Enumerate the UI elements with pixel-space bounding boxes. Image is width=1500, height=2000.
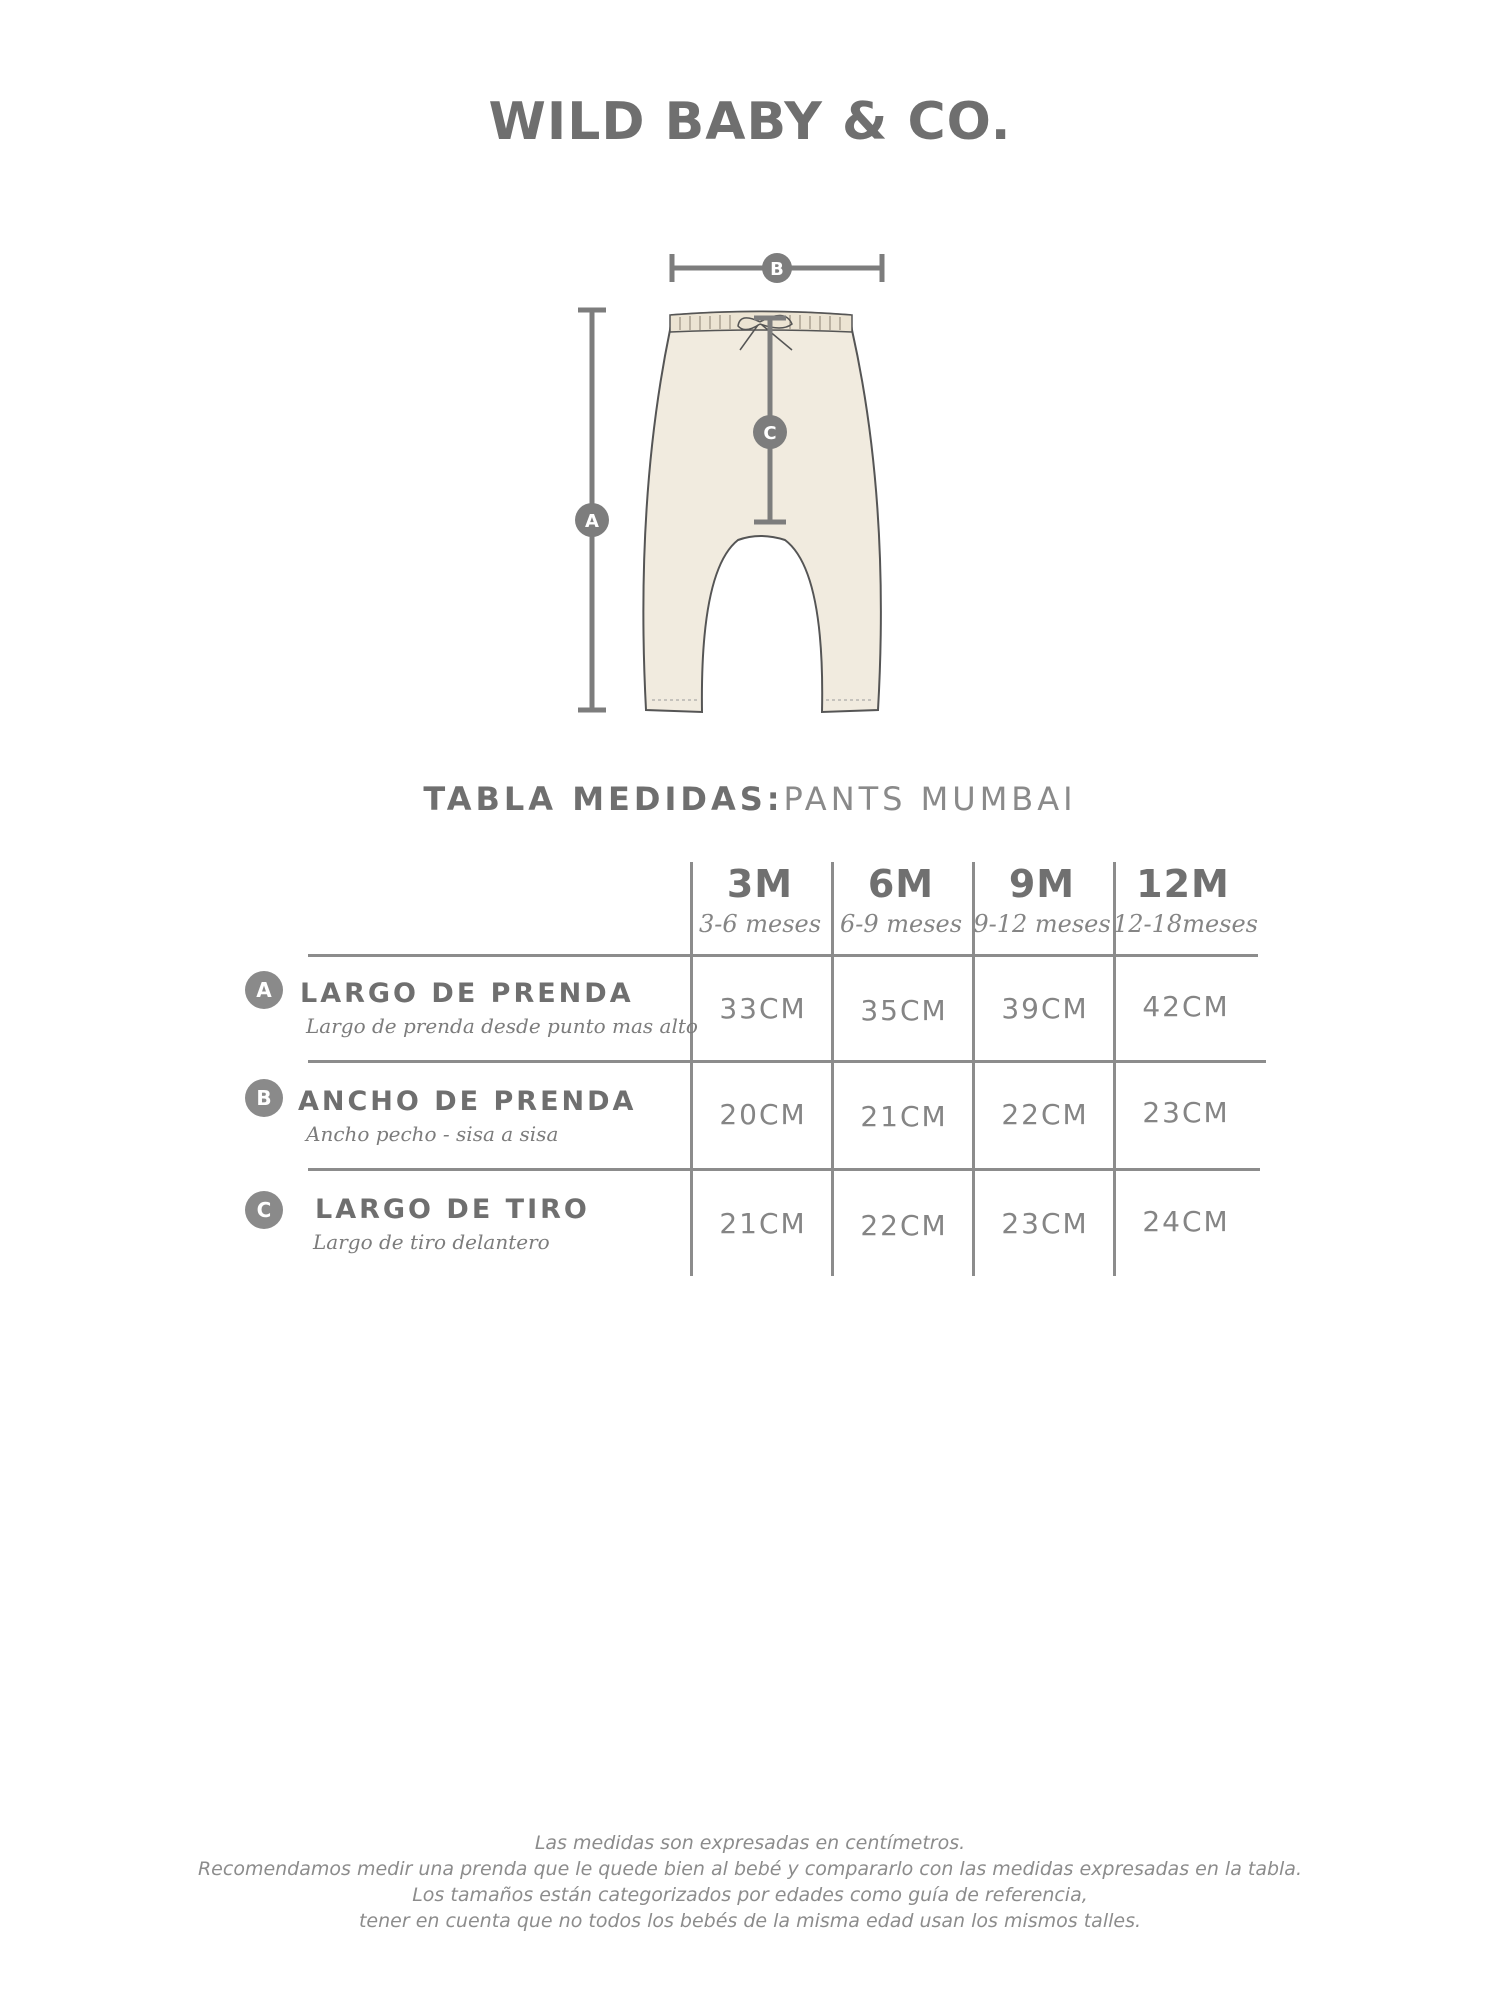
- size-header-12m: [1113, 862, 1258, 938]
- row-line: [308, 1060, 1266, 1063]
- value-cell: 21CM: [719, 1207, 807, 1240]
- size-code: 3M: [726, 862, 794, 906]
- row-subtitle: Ancho pecho - sisa a sisa: [306, 1122, 559, 1146]
- footer-line: tener en cuenta que no todos los bebés de la misma edad usan los mismos talles.: [358, 1910, 1142, 1932]
- row-badge-c: C: [245, 1191, 283, 1229]
- value-cell: 24CM: [1142, 1205, 1230, 1238]
- row-title-ancho-prenda: ANCHO DE PRENDA: [298, 1086, 637, 1117]
- brand-title: WILD BABY & CO.: [488, 92, 1012, 152]
- size-code: 9M: [1008, 862, 1076, 906]
- table-title-product: PANTS MUMBAI: [783, 780, 1077, 818]
- badge-c: C: [763, 423, 777, 444]
- row-badge-a: A: [245, 971, 283, 1009]
- row-badge-b: B: [245, 1079, 283, 1117]
- footer-line: Recomendamos medir una prenda que le quede bien al bebé y compararlo con las medidas expresadas en la tabla.: [197, 1858, 1302, 1880]
- size-header-6m: [831, 862, 971, 938]
- value-cell: 23CM: [1142, 1096, 1230, 1129]
- row-line: [308, 1168, 1260, 1171]
- footer-line: Las medidas son expresadas en centímetros.: [534, 1832, 966, 1854]
- value-cell: 20CM: [719, 1098, 807, 1131]
- row-subtitle: Largo de prenda desde punto mas alto: [306, 1014, 698, 1038]
- value-cell: 22CM: [860, 1209, 948, 1242]
- pants-diagram: [560, 250, 940, 730]
- size-header-9m: [972, 862, 1112, 938]
- value-cell: 35CM: [860, 994, 948, 1027]
- badge-b: B: [770, 259, 784, 280]
- value-cell: 23CM: [1001, 1207, 1089, 1240]
- value-cell: 21CM: [860, 1100, 948, 1133]
- size-range: 9-12 meses: [973, 910, 1111, 938]
- value-cell: 33CM: [719, 992, 807, 1025]
- size-code: 12M: [1136, 862, 1230, 906]
- size-code: 6M: [867, 862, 935, 906]
- size-header-3m: [690, 862, 830, 938]
- value-cell: 39CM: [1001, 992, 1089, 1025]
- footer-line: Los tamaños están categorizados por edades como guía de referencia,: [412, 1884, 1088, 1906]
- row-title-largo-tiro: LARGO DE TIRO: [315, 1194, 590, 1225]
- table-title: [0, 780, 1500, 818]
- table-title-bold: TABLA MEDIDAS:: [423, 780, 784, 818]
- size-range: 12-18meses: [1113, 910, 1258, 938]
- value-cell: 42CM: [1142, 990, 1230, 1023]
- size-range: 3-6 meses: [698, 910, 822, 938]
- row-subtitle: Largo de tiro delantero: [313, 1230, 550, 1254]
- size-range: 6-9 meses: [839, 910, 963, 938]
- badge-a: A: [585, 511, 599, 532]
- pants-illustration: [643, 312, 881, 713]
- footer-notes: [0, 1830, 1500, 1934]
- row-title-largo-prenda: LARGO DE PRENDA: [300, 978, 634, 1009]
- row-line: [308, 954, 1258, 957]
- value-cell: 22CM: [1001, 1098, 1089, 1131]
